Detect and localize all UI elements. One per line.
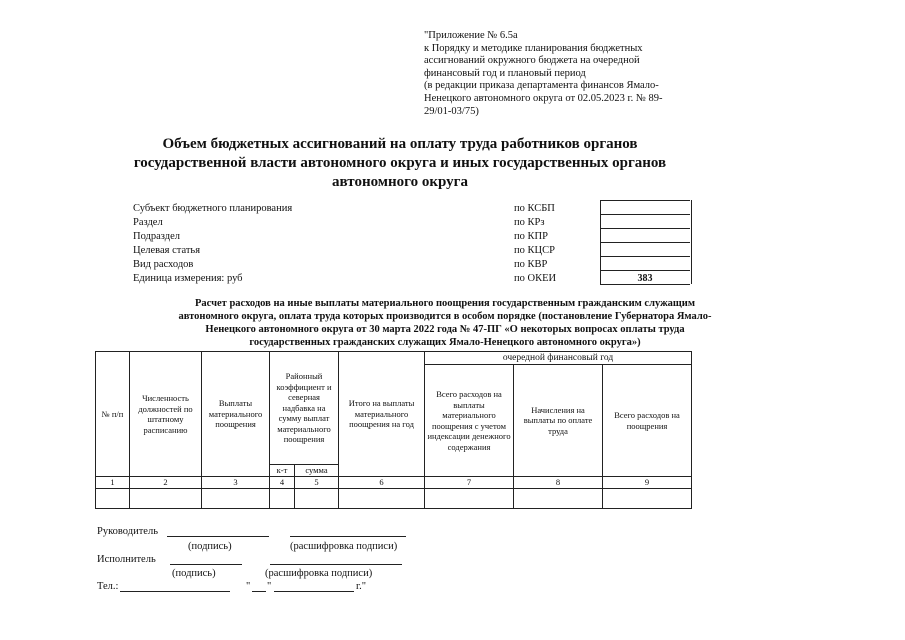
code-box-kpr[interactable] — [600, 228, 690, 242]
meta-label-target: Целевая статья — [133, 245, 201, 256]
empty-cell[interactable] — [514, 488, 603, 508]
meta-code-krz: по КРз — [514, 217, 545, 228]
meta-code-okei: по ОКЕИ — [514, 273, 557, 284]
phone-label: Тел.: — [97, 581, 119, 592]
meta-code-kcsr: по КЦСР — [514, 245, 555, 256]
empty-cell[interactable] — [295, 488, 339, 508]
executor-label: Исполнитель — [97, 554, 156, 565]
empty-cell[interactable] — [96, 488, 130, 508]
meta-label-subsection: Подраздел — [133, 231, 180, 242]
subtitle-line: Расчет расходов на иные выплаты материального поощрения государственным гражданским служащим — [194, 298, 696, 309]
date-day-line[interactable] — [252, 591, 266, 592]
code-box-krz[interactable] — [600, 214, 690, 228]
col-number: 9 — [603, 477, 692, 489]
code-box-kvr[interactable] — [600, 256, 690, 270]
empty-cell[interactable] — [270, 488, 295, 508]
subtitle-line: Ненецкого автономного округа от 30 марта 2022 года № 47-ПГ «О некоторых вопросах оплаты труда — [205, 324, 685, 335]
date-year-suffix: г." — [356, 581, 367, 592]
head-signature-hint: (подпись) — [188, 541, 232, 552]
executor-signature-hint: (подпись) — [172, 568, 216, 579]
appendix-line: 29/01-03/75) — [424, 105, 479, 117]
header-count: Численность должностей по штатному расписанию — [130, 352, 202, 477]
empty-cell[interactable] — [202, 488, 270, 508]
header-accruals: Начисления на выплаты по оплате труда — [514, 365, 603, 477]
table-row — [96, 488, 692, 508]
appendix-line: финансовый год и плановый период — [424, 67, 586, 79]
calculation-table — [95, 351, 692, 509]
document-title — [100, 135, 700, 192]
appendix-line: Ненецкого автономного округа от 02.05.2023 г. № 89- — [424, 92, 663, 104]
col-number: 5 — [295, 477, 339, 489]
okei-value: 383 — [637, 273, 653, 284]
header-num: № п/п — [96, 352, 130, 477]
calculation-subtitle — [100, 297, 790, 349]
date-quote-open: " — [246, 581, 251, 592]
subheader-kt: к-т — [270, 465, 295, 477]
appendix-line: (в редакции приказа департамента финансов Ямало- — [424, 80, 659, 92]
appendix-line: ассигнований окружного бюджета на очередной — [424, 55, 640, 67]
title-line: автономного округа — [332, 174, 468, 190]
col-number: 8 — [514, 477, 603, 489]
title-line: Объем бюджетных ассигнований на оплату труда работников органов — [162, 136, 638, 152]
date-quote-mid: " — [267, 581, 272, 592]
executor-decode-line[interactable] — [270, 564, 402, 565]
header-total-expenses: Всего расходов на выплаты материального поощрения с учетом индексации денежного содержания — [425, 365, 514, 477]
appendix-note — [424, 30, 694, 118]
col-number: 6 — [339, 477, 425, 489]
col-number: 1 — [96, 477, 130, 489]
meta-label-unit: Единица измерения: руб — [133, 273, 243, 284]
subheader-sum: сумма — [295, 465, 339, 477]
executor-decode-hint: (расшифровка подписи) — [265, 568, 373, 579]
header-group-year: очередной финансовый год — [425, 352, 692, 365]
subtitle-line: автономного округа, оплата труда которых производится в особом порядке (постановление Губернатора Ямало- — [178, 311, 712, 322]
header-payments: Выплаты материального поощрения — [202, 352, 270, 477]
head-decode-hint: (расшифровка подписи) — [290, 541, 398, 552]
head-label: Руководитель — [97, 526, 158, 537]
subtitle-line: государственных гражданских служащих Ямало-Ненецкого автономного округа») — [249, 337, 641, 348]
col-number: 3 — [202, 477, 270, 489]
header-total-payments: Итого на выплаты материального поощрения на год — [339, 352, 425, 477]
col-number: 4 — [270, 477, 295, 489]
meta-label-expense-type: Вид расходов — [133, 259, 194, 270]
meta-label-subject: Субъект бюджетного планирования — [133, 203, 293, 214]
head-signature-line[interactable] — [167, 536, 269, 537]
title-line: государственной власти автономного округа и иных государственных органов — [133, 155, 667, 171]
date-month-line[interactable] — [274, 591, 354, 592]
meta-code-ksbp: по КСБП — [514, 203, 555, 214]
code-box-ksbp[interactable] — [600, 200, 690, 214]
phone-line[interactable] — [120, 591, 230, 592]
meta-code-kpr: по КПР — [514, 231, 548, 242]
empty-cell[interactable] — [603, 488, 692, 508]
col-number: 7 — [425, 477, 514, 489]
empty-cell[interactable] — [130, 488, 202, 508]
appendix-line: к Порядку и методике планирования бюджетных — [424, 42, 643, 54]
header-total-incentive: Всего расходов на поощрения — [603, 365, 692, 477]
executor-signature-line[interactable] — [170, 564, 242, 565]
meta-code-kvr: по КВР — [514, 259, 548, 270]
header-regional: Районный коэффициент и северная надбавка на сумму выплат материального поощрения — [270, 352, 339, 465]
meta-label-section: Раздел — [133, 217, 163, 228]
empty-cell[interactable] — [339, 488, 425, 508]
head-decode-line[interactable] — [290, 536, 406, 537]
empty-cell[interactable] — [425, 488, 514, 508]
appendix-line: "Приложение № 6.5а — [424, 30, 518, 41]
col-number: 2 — [130, 477, 202, 489]
code-box-kcsr[interactable] — [600, 242, 690, 256]
